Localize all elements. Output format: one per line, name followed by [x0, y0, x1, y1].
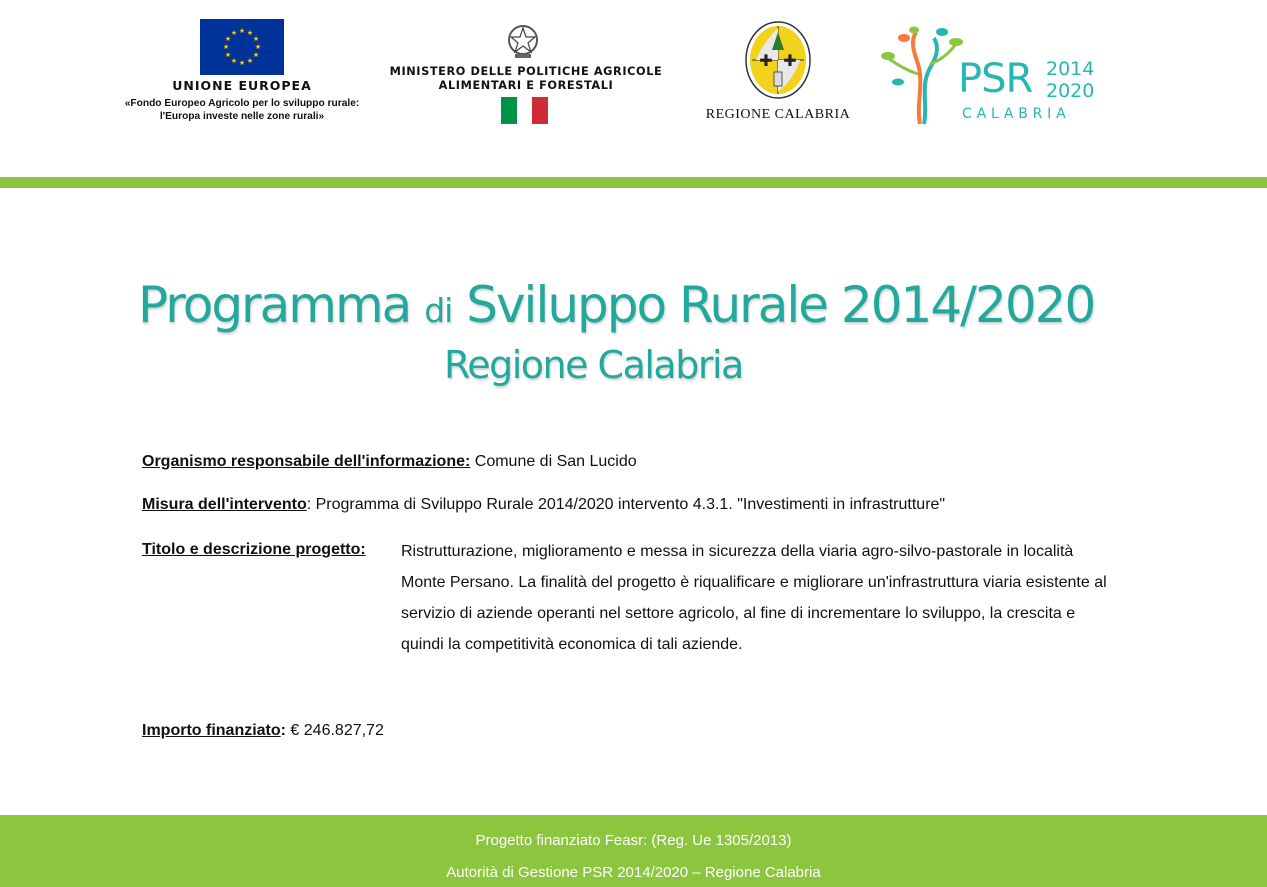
titolo-description: Ristrutturazione, miglioramento e messa in sicurezza della viaria agro-silvo-pastorale in località Monte Persano. La finalità del progetto è riqualificare e migliorare un'infrastruttura viaria esistente al servizio di aziende operanti nel settore agricolo, al fine di incrementare lo sviluppo, la crescita e quindi la competitività economica di tali aziende.: [401, 543, 1107, 653]
page-title: [138, 276, 1095, 334]
psr-year-start: 2014: [1046, 58, 1095, 80]
svg-text:★: ★: [230, 57, 238, 65]
organismo-label: Organismo responsabile dell'informazione:: [142, 453, 471, 470]
italian-emblem-icon: [505, 20, 541, 60]
svg-text:★: ★: [238, 59, 246, 67]
svg-text:✚: ✚: [783, 51, 797, 70]
misura-label: Misura dell'intervento: [142, 496, 307, 513]
psr-logo-name: PSR: [958, 56, 1033, 102]
importo-label: Importo finanziato: [142, 722, 281, 739]
eu-subtitle-line2: l'Europa investe nelle zone rurali»: [159, 111, 325, 122]
misura-value: : Programma di Sviluppo Rurale 2014/2020 intervento 4.3.1. "Investimenti in infrastrutture": [306, 496, 946, 513]
eu-title: UNIONE EUROPEA: [172, 78, 312, 93]
svg-text:★: ★: [224, 35, 232, 43]
page-subtitle: Regione Calabria: [444, 343, 743, 387]
footer-line2: Autorità di Gestione PSR 2014/2020 – Regione Calabria: [446, 864, 821, 881]
importo-row: [142, 722, 384, 740]
regione-calabria-label: REGIONE CALABRIA: [705, 107, 851, 122]
page-title-part3: Sviluppo Rurale 2014/2020: [452, 276, 1095, 334]
svg-text:★: ★: [224, 51, 232, 59]
svg-text:★: ★: [222, 43, 230, 51]
ministry-title: [376, 65, 676, 93]
svg-text:★: ★: [254, 43, 262, 51]
titolo-label: Titolo e descrizione progetto:: [142, 541, 366, 558]
svg-text:✚: ✚: [759, 51, 773, 70]
ministry-title-line1: MINISTERO DELLE POLITICHE AGRICOLE: [389, 65, 663, 78]
importo-value: € 246.827,72: [285, 722, 384, 739]
italian-flag-icon: [501, 97, 548, 124]
svg-text:★: ★: [252, 51, 260, 59]
eu-subtitle-line1: «Fondo Europeo Agricolo per lo sviluppo rurale:: [124, 98, 360, 109]
psr-plant-logo-icon: [880, 24, 964, 126]
svg-text:★: ★: [246, 57, 254, 65]
svg-text:★: ★: [246, 29, 254, 37]
psr-logo-years: [1046, 58, 1094, 102]
page-title-part2: di: [424, 291, 453, 330]
psr-logo-region: CALABRIA: [962, 106, 1071, 122]
header-divider: [0, 177, 1267, 188]
misura-row: [142, 496, 945, 514]
importo-colon: :: [280, 722, 286, 739]
eu-stars-icon: [200, 19, 284, 75]
page-title-part1: Programma: [138, 276, 425, 334]
footer: [0, 815, 1267, 887]
eu-subtitle: [110, 97, 374, 123]
svg-text:★: ★: [252, 35, 260, 43]
footer-line1: Progetto finanziato Feasr: (Reg. Ue 1305/2013): [475, 832, 792, 849]
organismo-row: [142, 453, 637, 471]
eu-flag-icon: [200, 19, 284, 75]
ministry-title-line2: ALIMENTARI E FORESTALI: [438, 79, 614, 92]
svg-text:★: ★: [230, 29, 238, 37]
organismo-value: Comune di San Lucido: [470, 453, 637, 470]
calabria-shield-icon: [744, 20, 812, 100]
psr-year-end: 2020: [1046, 80, 1095, 102]
svg-text:★: ★: [238, 27, 246, 35]
